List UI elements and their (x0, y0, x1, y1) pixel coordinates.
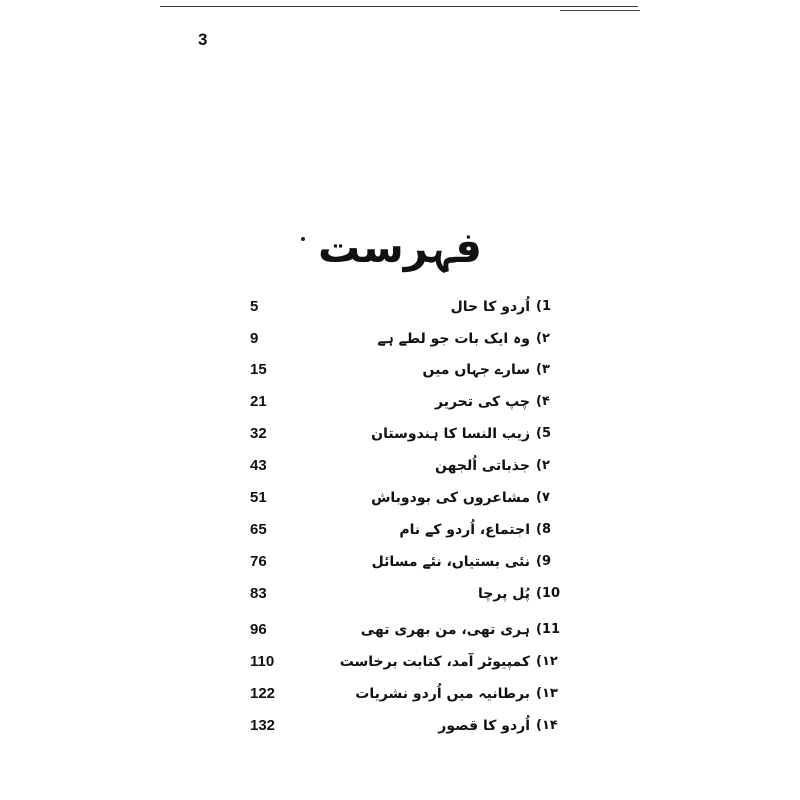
toc-entry-7 (250, 484, 570, 512)
toc-page-number: 51 (250, 489, 267, 506)
toc-title: برطانیہ میں اُردو نشریات (355, 686, 530, 702)
toc-index: (۴ (536, 394, 550, 409)
toc-title: اُردو کا حال (450, 299, 530, 315)
toc-entry-4 (250, 388, 570, 416)
toc-title: مشاعروں کی بودوباش (371, 490, 530, 506)
toc-entry-13 (250, 680, 570, 708)
toc-page-number: 15 (250, 361, 267, 378)
toc-index: (8 (536, 522, 551, 537)
toc-index: (1 (536, 299, 551, 314)
toc-entry-11 (250, 616, 570, 644)
toc-index: (۳ (536, 362, 550, 377)
toc-page-number: 5 (250, 298, 259, 315)
toc-title: سارے جہاں میں (422, 362, 530, 378)
toc-page-number: 32 (250, 425, 267, 442)
page-number: 3 (198, 30, 208, 49)
toc-title: کمپیوٹر آمد، کتابت برخاست (339, 654, 530, 670)
toc-title: وہ ایک بات جو لطے ہے (377, 331, 530, 347)
toc-page-number: 110 (250, 653, 275, 670)
toc-page-number: 76 (250, 553, 267, 570)
toc-index: (10 (536, 586, 561, 601)
toc-index: (۲ (536, 458, 550, 473)
toc-title: پُل پرچا (478, 586, 530, 602)
toc-page-number: 65 (250, 521, 267, 538)
toc-title: زیب النسا کا ہندوستان (371, 426, 530, 442)
toc-title: چپ کی تحریر (435, 394, 530, 410)
toc-index: (۱۴ (536, 718, 558, 733)
toc-index: (۲ (536, 331, 550, 346)
toc-index: (۱۳ (536, 686, 558, 701)
toc-page-number: 83 (250, 585, 267, 602)
toc-entry-2 (250, 325, 570, 353)
toc-entry-8 (250, 516, 570, 544)
toc-entry-1 (250, 293, 570, 321)
toc-index: (۱۲ (536, 654, 558, 669)
toc-page-number: 9 (250, 330, 259, 347)
toc-entry-3 (250, 356, 570, 384)
toc-index: (9 (536, 554, 551, 569)
toc-page-number: 122 (250, 685, 276, 702)
toc-index: (5 (536, 426, 551, 441)
toc-page-number: 132 (250, 717, 276, 734)
toc-entry-6 (250, 452, 570, 480)
toc-page-number: 43 (250, 457, 267, 474)
toc-title: اجتماع، اُردو کے نام (399, 522, 530, 538)
toc-entry-12 (250, 648, 570, 676)
toc-page-number: 96 (250, 621, 267, 638)
toc-index: (11 (536, 622, 561, 637)
toc-title: ہری تھی، من بھری تھی (360, 622, 530, 638)
toc-title: نئی بستیاں، نئے مسائل (371, 554, 530, 570)
toc-entry-14 (250, 712, 570, 740)
toc-entry-5 (250, 420, 570, 448)
toc-entry-9 (250, 548, 570, 576)
toc-page-number: 21 (250, 393, 267, 410)
page-title: فہرست (317, 223, 482, 272)
toc-title: جذباتی اُلجھن (435, 458, 530, 474)
toc-entry-10 (250, 580, 570, 608)
toc-index: (۷ (536, 490, 550, 505)
toc-title: اُردو کا قصور (438, 718, 530, 734)
